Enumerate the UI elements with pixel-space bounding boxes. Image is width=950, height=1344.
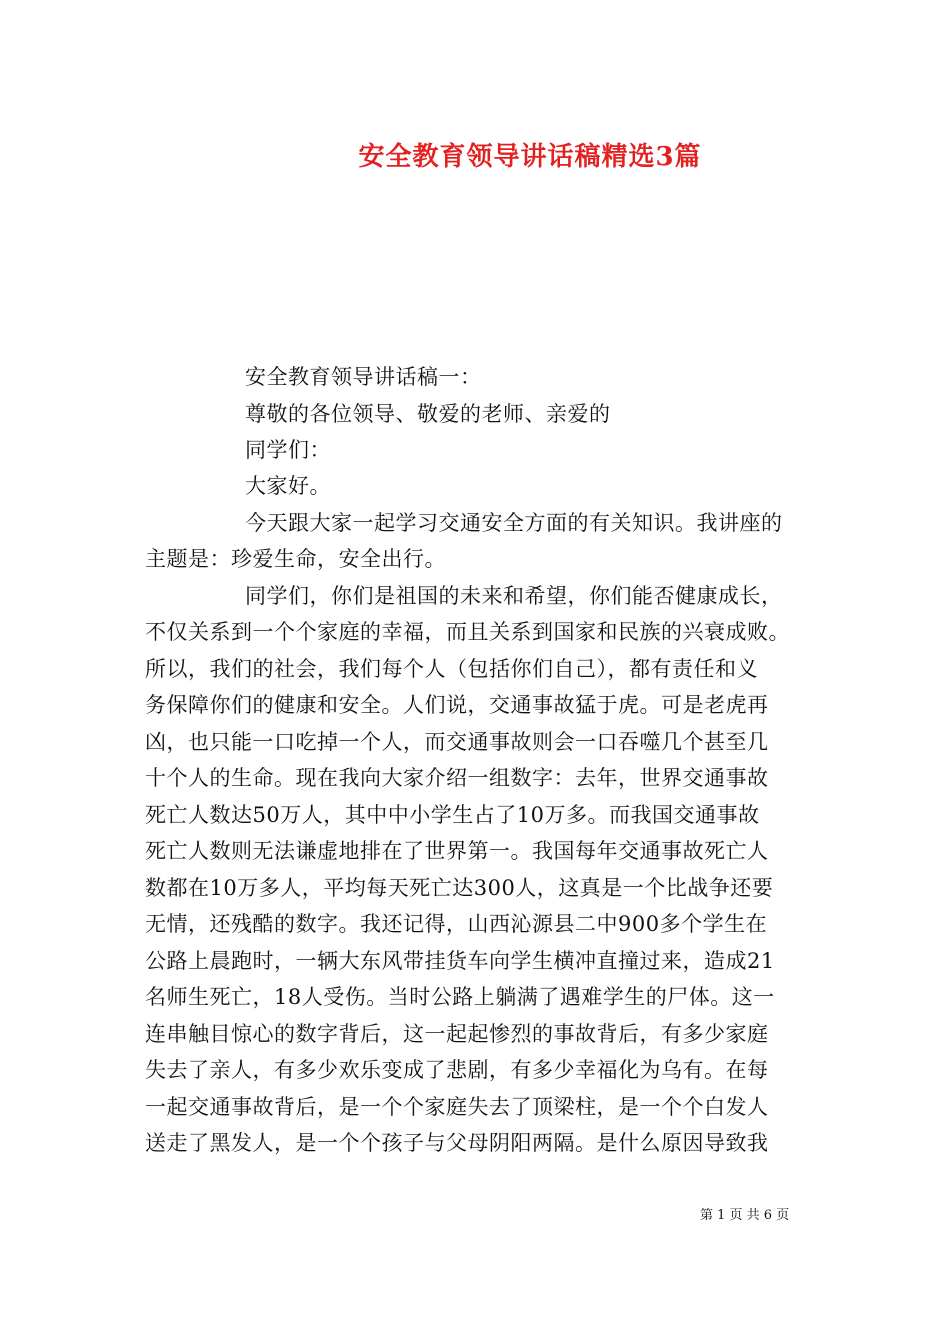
body-line: 死亡人数则无法谦虚地排在了世界第一。我国每年交通事故死亡人 (145, 839, 769, 863)
document-title: 安全教育领导讲话稿精选3篇 (358, 142, 702, 172)
body-line: 死亡人数达50万人，其中中小学生占了10万多。而我国交通事故 (145, 803, 760, 827)
body-line: 一起交通事故背后，是一个个家庭失去了顶梁柱，是一个个白发人 (145, 1095, 769, 1119)
body-line: 无情，还残酷的数字。我还记得，山西沁源县二中900多个学生在 (145, 912, 768, 936)
body-line: 连串触目惊心的数字背后，这一起起惨烈的事故背后，有多少家庭 (145, 1022, 769, 1046)
body-line: 大家好。 (245, 474, 331, 498)
body-line: 同学们，你们是祖国的未来和希望，你们能否健康成长， (245, 584, 783, 608)
body-line: 所以，我们的社会，我们每个人（包括你们自己），都有责任和义 (145, 657, 758, 681)
body-line: 送走了黑发人，是一个个孩子与父母阴阳两隔。是什么原因导致我 (145, 1131, 769, 1155)
body-line: 失去了亲人，有多少欢乐变成了悲剧，有多少幸福化为乌有。在每 (145, 1058, 769, 1082)
body-line: 数都在10万多人，平均每天死亡达300人，这真是一个比战争还要 (145, 876, 774, 900)
body-line: 名师生死亡，18人受伤。当时公路上躺满了遇难学生的尸体。这一 (145, 985, 775, 1009)
body-line: 务保障你们的健康和安全。人们说，交通事故猛于虎。可是老虎再 (145, 693, 769, 717)
body-line: 今天跟大家一起学习交通安全方面的有关知识。我讲座的 (245, 511, 783, 535)
body-line: 安全教育领导讲话稿一： (245, 365, 482, 389)
body-line: 十个人的生命。现在我向大家介绍一组数字：去年，世界交通事故 (145, 766, 769, 790)
body-line: 同学们： (245, 438, 331, 462)
body-line: 公路上晨跑时，一辆大东风带挂货车向学生横冲直撞过来，造成21 (145, 949, 775, 973)
body-line: 尊敬的各位领导、敬爱的老师、亲爱的 (245, 402, 611, 426)
page-footer: 第 1 页 共 6 页 (700, 1208, 790, 1223)
body-line: 主题是：珍爱生命，安全出行。 (145, 547, 446, 571)
body-line: 凶，也只能一口吃掉一个人，而交通事故则会一口吞噬几个甚至几 (145, 730, 769, 754)
body-line: 不仅关系到一个个家庭的幸福，而且关系到国家和民族的兴衰成败。 (145, 620, 790, 644)
